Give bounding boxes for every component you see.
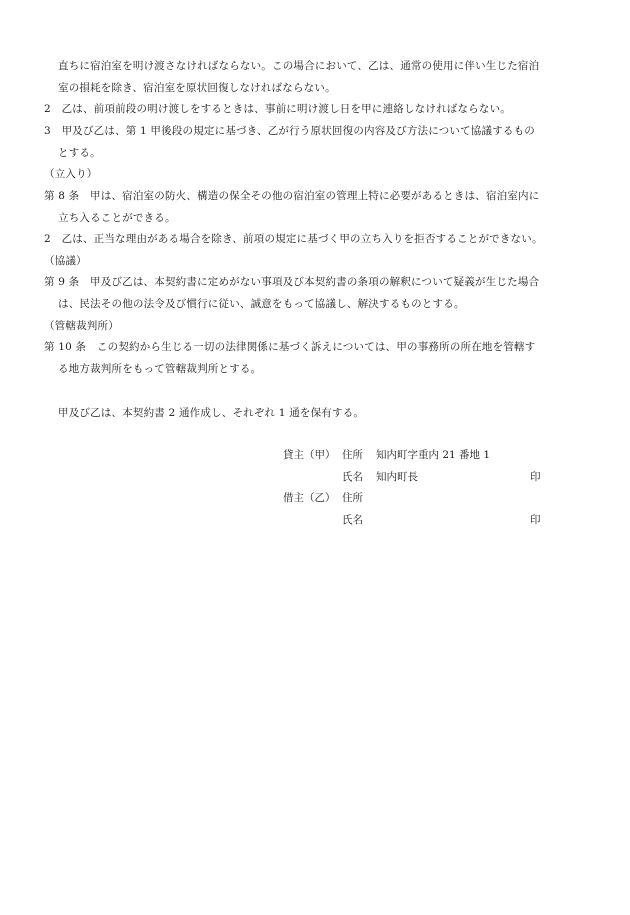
body-line: 直ちに宿泊室を明け渡さなければならない。この場合において、乙は、通常の使用に伴い生じた宿泊 xyxy=(58,60,540,72)
body-line: 室の損耗を除き、宿泊室を原状回復しなければならない。 xyxy=(58,82,336,94)
body-line: とする。 xyxy=(58,147,101,159)
lessor-label: 貸主（甲） xyxy=(283,449,336,461)
lessee-label: 借主（乙） xyxy=(283,492,336,504)
lessor-name: 知内町長 xyxy=(376,471,418,483)
article-line: 第 10 条 この契約から生じる一切の法律関係に基づく訴えについては、甲の事務所の所在地を管轄す xyxy=(44,341,536,353)
lessor-address-label: 住所 xyxy=(342,449,363,461)
section-heading: （協議） xyxy=(44,255,87,267)
body-line: 2 乙は、正当な理由がある場合を除き、前項の規定に基づく甲の立ち入りを拒否することができない。 xyxy=(44,233,543,245)
article-line: 第 9 条 甲及び乙は、本契約書に定めがない事項及び本契約書の条項の解釈について疑義が生じた場合 xyxy=(44,276,540,288)
body-line: 3 甲及び乙は、第 1 甲後段の規定に基づき、乙が行う原状回復の内容及び方法について協議するもの xyxy=(44,125,536,137)
body-line: る地方裁判所をもって管轄裁判所とする。 xyxy=(58,363,262,375)
lessee-seal-mark: 印 xyxy=(530,514,541,526)
section-heading: （管轄裁判所） xyxy=(44,320,119,332)
lessor-seal-mark: 印 xyxy=(530,471,541,483)
body-line: は、民法その他の法令及び慣行に従い、誠意をもって協議し、解決するものとする。 xyxy=(58,298,465,310)
lessor-address: 知内町字重内 21 番地 1 xyxy=(376,449,491,461)
closing-line: 甲及び乙は、本契約書 2 通作成し、それぞれ 1 通を保有する。 xyxy=(58,407,365,419)
lessee-address-label: 住所 xyxy=(342,492,363,504)
section-heading: （立入り） xyxy=(44,168,98,180)
body-line: 2 乙は、前項前段の明け渡しをするときは、事前に明け渡し日を甲に連絡しなければならない。 xyxy=(44,103,511,115)
body-line: 立ち入ることができる。 xyxy=(58,212,176,224)
lessee-name-label: 氏名 xyxy=(342,514,363,526)
article-line: 第 8 条 甲は、宿泊室の防火、構造の保全その他の宿泊室の管理上特に必要があるときは、宿泊室内に xyxy=(44,190,540,202)
lessor-name-label: 氏名 xyxy=(342,471,363,483)
